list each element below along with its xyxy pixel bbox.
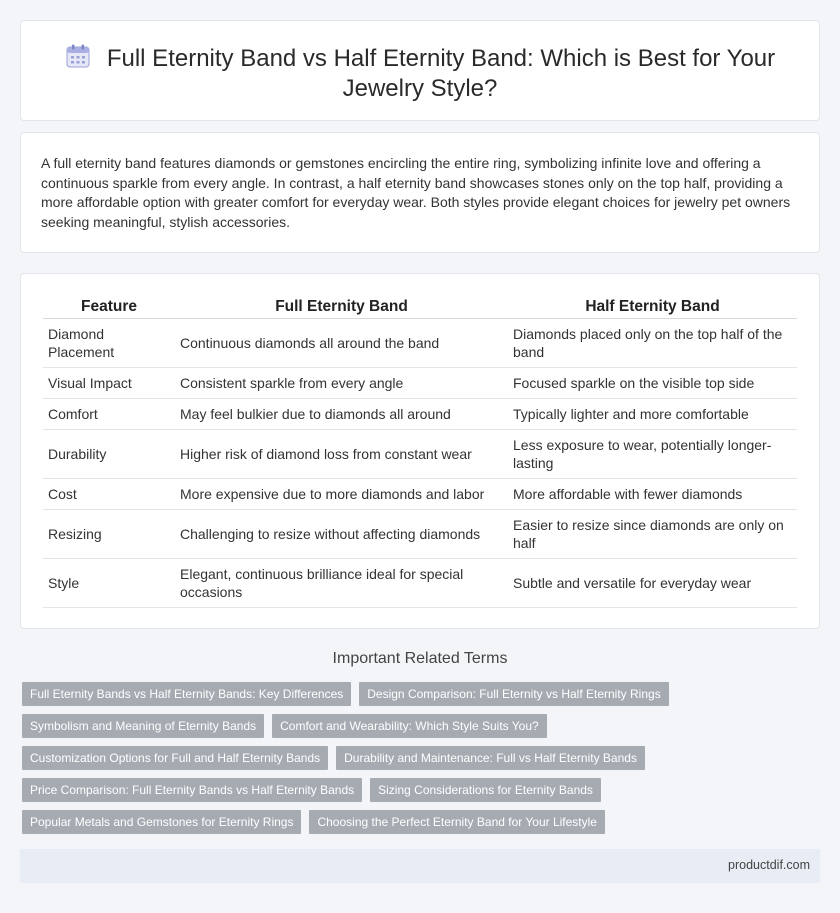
tag-row: [22, 746, 802, 770]
tag-row: [22, 778, 802, 802]
related-tag[interactable]: Popular Metals and Gemstones for Eternity Rings: [22, 810, 301, 834]
tag-row: [22, 682, 802, 706]
full-band-cell: Higher risk of diamond loss from constant wear: [175, 429, 508, 478]
half-band-cell: Diamonds placed only on the top half of the band: [508, 318, 797, 367]
footer-site-link[interactable]: productdif.com: [728, 858, 810, 872]
related-terms-list: [22, 682, 802, 842]
feature-cell: Style: [43, 558, 175, 607]
title-wrap: [61, 43, 779, 104]
header-full-eternity: Full Eternity Band: [175, 296, 508, 318]
table-row: [43, 429, 797, 478]
related-tag[interactable]: Durability and Maintenance: Full vs Half Eternity Bands: [336, 746, 645, 770]
tag-row: [22, 810, 802, 834]
feature-cell: Comfort: [43, 398, 175, 429]
comparison-card: [20, 273, 820, 629]
calendar-icon: [65, 43, 91, 69]
related-tag[interactable]: Full Eternity Bands vs Half Eternity Bands: Key Differences: [22, 682, 351, 706]
half-band-cell: Easier to resize since diamonds are only on half: [508, 509, 797, 558]
table-row: [43, 318, 797, 367]
related-tag[interactable]: Sizing Considerations for Eternity Bands: [370, 778, 601, 802]
full-band-cell: May feel bulkier due to diamonds all around: [175, 398, 508, 429]
table-row: [43, 478, 797, 509]
related-tag[interactable]: Choosing the Perfect Eternity Band for Your Lifestyle: [309, 810, 605, 834]
header-half-eternity: Half Eternity Band: [508, 296, 797, 318]
page-title: Full Eternity Band vs Half Eternity Band: Which is Best for Your Jewelry Style?: [106, 45, 776, 102]
full-band-cell: Consistent sparkle from every angle: [175, 367, 508, 398]
table-row: [43, 509, 797, 558]
tag-row: [22, 714, 802, 738]
related-tag[interactable]: Customization Options for Full and Half Eternity Bands: [22, 746, 328, 770]
related-tag[interactable]: Symbolism and Meaning of Eternity Bands: [22, 714, 264, 738]
intro-card: [20, 132, 820, 253]
feature-cell: Resizing: [43, 509, 175, 558]
half-band-cell: Subtle and versatile for everyday wear: [508, 558, 797, 607]
table-header-row: [43, 296, 797, 318]
half-band-cell: Typically lighter and more comfortable: [508, 398, 797, 429]
full-band-cell: More expensive due to more diamonds and labor: [175, 478, 508, 509]
related-tag[interactable]: Design Comparison: Full Eternity vs Half Eternity Rings: [359, 682, 668, 706]
footer: [20, 849, 820, 883]
feature-cell: Visual Impact: [43, 367, 175, 398]
half-band-cell: Less exposure to wear, potentially longer-lasting: [508, 429, 797, 478]
header-feature: Feature: [43, 296, 175, 318]
related-tag[interactable]: Price Comparison: Full Eternity Bands vs Half Eternity Bands: [22, 778, 362, 802]
full-band-cell: Elegant, continuous brilliance ideal for special occasions: [175, 558, 508, 607]
table-row: [43, 558, 797, 607]
comparison-table: [43, 296, 797, 608]
intro-paragraph: A full eternity band features diamonds or gemstones encircling the entire ring, symbolizing infinite love and offering a continuous sparkle from every angle. In contrast, a half eternity band showcases stones only on the top half, providing a more affordable option with greater comfort for everyday wear. Both styles provide elegant choices for jewelry pet owners seeking meaningful, stylish accessories.: [41, 155, 791, 230]
full-band-cell: Challenging to resize without affecting diamonds: [175, 509, 508, 558]
title-card: [20, 20, 820, 121]
feature-cell: Cost: [43, 478, 175, 509]
related-terms-title: Important Related Terms: [332, 650, 508, 667]
feature-cell: Durability: [43, 429, 175, 478]
related-tag[interactable]: Comfort and Wearability: Which Style Suits You?: [272, 714, 547, 738]
half-band-cell: More affordable with fewer diamonds: [508, 478, 797, 509]
table-row: [43, 367, 797, 398]
table-row: [43, 398, 797, 429]
full-band-cell: Continuous diamonds all around the band: [175, 318, 508, 367]
feature-cell: Diamond Placement: [43, 318, 175, 367]
half-band-cell: Focused sparkle on the visible top side: [508, 367, 797, 398]
